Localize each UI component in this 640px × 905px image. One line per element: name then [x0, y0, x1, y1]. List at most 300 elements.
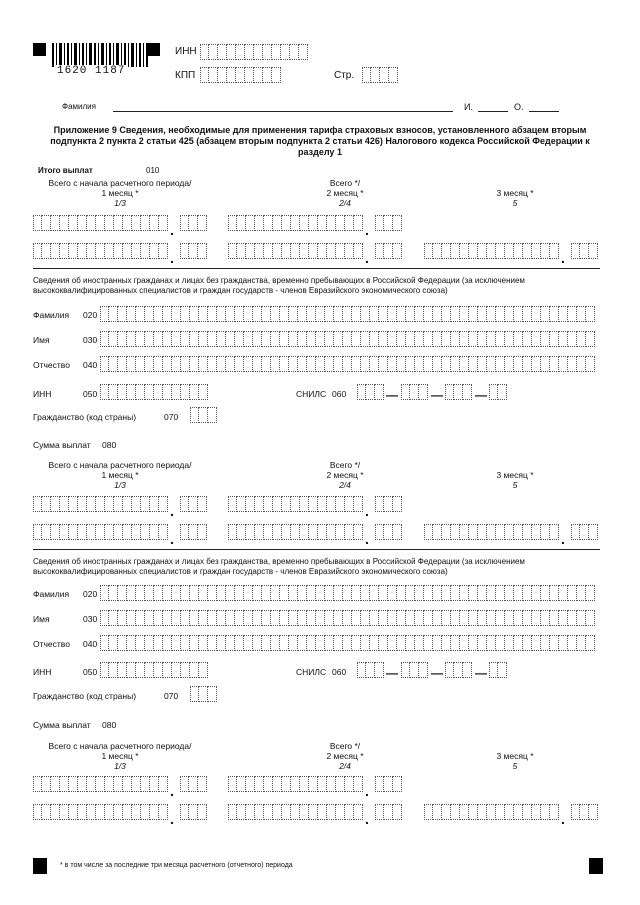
- char-cell[interactable]: [154, 635, 163, 651]
- char-cell[interactable]: [505, 306, 514, 322]
- char-cell[interactable]: [505, 524, 514, 540]
- char-cell[interactable]: [514, 635, 523, 651]
- char-cell[interactable]: [586, 585, 595, 601]
- char-cell[interactable]: [327, 804, 336, 820]
- char-cell[interactable]: [334, 356, 343, 372]
- char-cell[interactable]: [190, 585, 199, 601]
- char-cell[interactable]: [150, 243, 159, 259]
- block1-amount-5[interactable]: [424, 524, 559, 540]
- block2-snils-part3[interactable]: [445, 662, 472, 678]
- char-cell[interactable]: [244, 331, 253, 347]
- char-cell[interactable]: [123, 215, 132, 231]
- char-cell[interactable]: [217, 585, 226, 601]
- char-cell[interactable]: [460, 804, 469, 820]
- char-cell[interactable]: [514, 243, 523, 259]
- char-cell[interactable]: [451, 804, 460, 820]
- char-cell[interactable]: [262, 356, 271, 372]
- char-cell[interactable]: [42, 524, 51, 540]
- char-cell[interactable]: [361, 610, 370, 626]
- char-cell[interactable]: [127, 306, 136, 322]
- block2-snils-part2[interactable]: [401, 662, 428, 678]
- char-cell[interactable]: [181, 610, 190, 626]
- char-cell[interactable]: [300, 243, 309, 259]
- char-cell[interactable]: [393, 776, 402, 792]
- char-cell[interactable]: [105, 804, 114, 820]
- char-cell[interactable]: [87, 243, 96, 259]
- char-cell[interactable]: [388, 331, 397, 347]
- char-cell[interactable]: [541, 635, 550, 651]
- char-cell[interactable]: [454, 662, 463, 678]
- char-cell[interactable]: [273, 215, 282, 231]
- char-cell[interactable]: [246, 215, 255, 231]
- char-cell[interactable]: [397, 610, 406, 626]
- block1-kopecks-2[interactable]: [375, 496, 402, 512]
- char-cell[interactable]: [282, 215, 291, 231]
- char-cell[interactable]: [498, 662, 507, 678]
- char-cell[interactable]: [523, 585, 532, 601]
- char-cell[interactable]: [357, 662, 366, 678]
- char-cell[interactable]: [559, 585, 568, 601]
- char-cell[interactable]: [433, 331, 442, 347]
- char-cell[interactable]: [237, 496, 246, 512]
- char-cell[interactable]: [496, 635, 505, 651]
- char-cell[interactable]: [451, 610, 460, 626]
- char-cell[interactable]: [141, 496, 150, 512]
- block2-amount-3[interactable]: [33, 804, 168, 820]
- char-cell[interactable]: [375, 662, 384, 678]
- char-cell[interactable]: [487, 585, 496, 601]
- char-cell[interactable]: [109, 585, 118, 601]
- char-cell[interactable]: [105, 524, 114, 540]
- char-cell[interactable]: [60, 243, 69, 259]
- char-cell[interactable]: [496, 804, 505, 820]
- char-cell[interactable]: [325, 635, 334, 651]
- char-cell[interactable]: [316, 585, 325, 601]
- char-cell[interactable]: [496, 585, 505, 601]
- char-cell[interactable]: [469, 635, 478, 651]
- char-cell[interactable]: [109, 610, 118, 626]
- char-cell[interactable]: [51, 804, 60, 820]
- char-cell[interactable]: [523, 306, 532, 322]
- char-cell[interactable]: [451, 243, 460, 259]
- char-cell[interactable]: [345, 804, 354, 820]
- char-cell[interactable]: [361, 331, 370, 347]
- char-cell[interactable]: [505, 243, 514, 259]
- char-cell[interactable]: [406, 635, 415, 651]
- char-cell[interactable]: [334, 635, 343, 651]
- block2-patronymic-field[interactable]: [100, 635, 595, 651]
- char-cell[interactable]: [199, 356, 208, 372]
- char-cell[interactable]: [577, 331, 586, 347]
- char-cell[interactable]: [442, 331, 451, 347]
- char-cell[interactable]: [100, 356, 109, 372]
- char-cell[interactable]: [289, 635, 298, 651]
- char-cell[interactable]: [433, 610, 442, 626]
- char-cell[interactable]: [60, 524, 69, 540]
- char-cell[interactable]: [550, 635, 559, 651]
- char-cell[interactable]: [132, 776, 141, 792]
- block1-citizenship-field[interactable]: [190, 407, 217, 423]
- totals-amount-4[interactable]: [228, 243, 363, 259]
- char-cell[interactable]: [589, 804, 598, 820]
- char-cell[interactable]: [123, 776, 132, 792]
- char-cell[interactable]: [318, 243, 327, 259]
- char-cell[interactable]: [217, 306, 226, 322]
- char-cell[interactable]: [262, 635, 271, 651]
- char-cell[interactable]: [433, 635, 442, 651]
- char-cell[interactable]: [145, 306, 154, 322]
- char-cell[interactable]: [463, 662, 472, 678]
- char-cell[interactable]: [316, 610, 325, 626]
- char-cell[interactable]: [245, 67, 254, 83]
- totals-amount-2[interactable]: [228, 215, 363, 231]
- char-cell[interactable]: [352, 635, 361, 651]
- char-cell[interactable]: [478, 331, 487, 347]
- char-cell[interactable]: [298, 635, 307, 651]
- char-cell[interactable]: [264, 243, 273, 259]
- totals-kopecks-3[interactable]: [180, 243, 207, 259]
- char-cell[interactable]: [375, 384, 384, 400]
- char-cell[interactable]: [469, 306, 478, 322]
- char-cell[interactable]: [354, 804, 363, 820]
- char-cell[interactable]: [145, 610, 154, 626]
- char-cell[interactable]: [361, 306, 370, 322]
- char-cell[interactable]: [181, 585, 190, 601]
- char-cell[interactable]: [415, 356, 424, 372]
- char-cell[interactable]: [271, 610, 280, 626]
- char-cell[interactable]: [336, 776, 345, 792]
- char-cell[interactable]: [245, 44, 254, 60]
- char-cell[interactable]: [577, 635, 586, 651]
- char-cell[interactable]: [559, 331, 568, 347]
- char-cell[interactable]: [433, 356, 442, 372]
- char-cell[interactable]: [172, 635, 181, 651]
- char-cell[interactable]: [208, 635, 217, 651]
- block2-amount-5[interactable]: [424, 804, 559, 820]
- char-cell[interactable]: [189, 215, 198, 231]
- char-cell[interactable]: [280, 356, 289, 372]
- char-cell[interactable]: [352, 331, 361, 347]
- char-cell[interactable]: [433, 306, 442, 322]
- char-cell[interactable]: [244, 356, 253, 372]
- char-cell[interactable]: [505, 331, 514, 347]
- char-cell[interactable]: [141, 524, 150, 540]
- char-cell[interactable]: [354, 524, 363, 540]
- char-cell[interactable]: [118, 635, 127, 651]
- char-cell[interactable]: [300, 804, 309, 820]
- char-cell[interactable]: [327, 524, 336, 540]
- char-cell[interactable]: [145, 384, 154, 400]
- char-cell[interactable]: [380, 67, 389, 83]
- block1-kopecks-1[interactable]: [180, 496, 207, 512]
- char-cell[interactable]: [190, 686, 199, 702]
- char-cell[interactable]: [172, 331, 181, 347]
- char-cell[interactable]: [496, 356, 505, 372]
- char-cell[interactable]: [541, 804, 550, 820]
- char-cell[interactable]: [318, 776, 327, 792]
- char-cell[interactable]: [357, 384, 366, 400]
- char-cell[interactable]: [118, 384, 127, 400]
- char-cell[interactable]: [442, 524, 451, 540]
- char-cell[interactable]: [218, 67, 227, 83]
- char-cell[interactable]: [263, 44, 272, 60]
- char-cell[interactable]: [568, 306, 577, 322]
- char-cell[interactable]: [69, 776, 78, 792]
- char-cell[interactable]: [198, 776, 207, 792]
- char-cell[interactable]: [163, 662, 172, 678]
- block2-kopecks-4[interactable]: [375, 804, 402, 820]
- char-cell[interactable]: [469, 804, 478, 820]
- char-cell[interactable]: [244, 306, 253, 322]
- char-cell[interactable]: [334, 306, 343, 322]
- char-cell[interactable]: [226, 356, 235, 372]
- char-cell[interactable]: [393, 496, 402, 512]
- char-cell[interactable]: [489, 384, 498, 400]
- char-cell[interactable]: [200, 44, 209, 60]
- char-cell[interactable]: [291, 496, 300, 512]
- char-cell[interactable]: [523, 635, 532, 651]
- char-cell[interactable]: [51, 496, 60, 512]
- char-cell[interactable]: [577, 306, 586, 322]
- char-cell[interactable]: [541, 243, 550, 259]
- char-cell[interactable]: [309, 776, 318, 792]
- char-cell[interactable]: [271, 331, 280, 347]
- char-cell[interactable]: [181, 384, 190, 400]
- char-cell[interactable]: [42, 215, 51, 231]
- char-cell[interactable]: [159, 804, 168, 820]
- char-cell[interactable]: [289, 585, 298, 601]
- char-cell[interactable]: [415, 331, 424, 347]
- char-cell[interactable]: [209, 44, 218, 60]
- char-cell[interactable]: [460, 585, 469, 601]
- char-cell[interactable]: [415, 635, 424, 651]
- char-cell[interactable]: [127, 356, 136, 372]
- char-cell[interactable]: [190, 635, 199, 651]
- char-cell[interactable]: [136, 635, 145, 651]
- char-cell[interactable]: [589, 524, 598, 540]
- char-cell[interactable]: [442, 356, 451, 372]
- char-cell[interactable]: [127, 635, 136, 651]
- char-cell[interactable]: [78, 776, 87, 792]
- char-cell[interactable]: [96, 776, 105, 792]
- char-cell[interactable]: [550, 243, 559, 259]
- char-cell[interactable]: [253, 306, 262, 322]
- char-cell[interactable]: [410, 384, 419, 400]
- char-cell[interactable]: [228, 776, 237, 792]
- char-cell[interactable]: [406, 356, 415, 372]
- char-cell[interactable]: [246, 243, 255, 259]
- char-cell[interactable]: [273, 804, 282, 820]
- char-cell[interactable]: [51, 524, 60, 540]
- char-cell[interactable]: [136, 306, 145, 322]
- char-cell[interactable]: [307, 356, 316, 372]
- char-cell[interactable]: [105, 243, 114, 259]
- char-cell[interactable]: [327, 243, 336, 259]
- char-cell[interactable]: [343, 356, 352, 372]
- char-cell[interactable]: [280, 610, 289, 626]
- char-cell[interactable]: [172, 356, 181, 372]
- char-cell[interactable]: [200, 67, 209, 83]
- char-cell[interactable]: [362, 67, 371, 83]
- char-cell[interactable]: [105, 215, 114, 231]
- char-cell[interactable]: [217, 610, 226, 626]
- char-cell[interactable]: [253, 331, 262, 347]
- char-cell[interactable]: [487, 610, 496, 626]
- char-cell[interactable]: [145, 662, 154, 678]
- char-cell[interactable]: [523, 524, 532, 540]
- char-cell[interactable]: [300, 496, 309, 512]
- char-cell[interactable]: [227, 44, 236, 60]
- block2-kopecks-5[interactable]: [571, 804, 598, 820]
- block2-surname-field[interactable]: [100, 585, 595, 601]
- totals-amount-1[interactable]: [33, 215, 168, 231]
- char-cell[interactable]: [541, 610, 550, 626]
- char-cell[interactable]: [307, 610, 316, 626]
- char-cell[interactable]: [78, 804, 87, 820]
- char-cell[interactable]: [199, 407, 208, 423]
- char-cell[interactable]: [264, 496, 273, 512]
- char-cell[interactable]: [336, 524, 345, 540]
- char-cell[interactable]: [568, 585, 577, 601]
- char-cell[interactable]: [289, 306, 298, 322]
- char-cell[interactable]: [384, 776, 393, 792]
- block2-kopecks-1[interactable]: [180, 776, 207, 792]
- char-cell[interactable]: [514, 585, 523, 601]
- char-cell[interactable]: [154, 331, 163, 347]
- char-cell[interactable]: [334, 610, 343, 626]
- char-cell[interactable]: [366, 384, 375, 400]
- block2-kopecks-3[interactable]: [180, 804, 207, 820]
- char-cell[interactable]: [514, 804, 523, 820]
- char-cell[interactable]: [505, 635, 514, 651]
- char-cell[interactable]: [78, 215, 87, 231]
- char-cell[interactable]: [370, 585, 379, 601]
- char-cell[interactable]: [33, 804, 42, 820]
- char-cell[interactable]: [271, 635, 280, 651]
- char-cell[interactable]: [282, 776, 291, 792]
- char-cell[interactable]: [181, 356, 190, 372]
- char-cell[interactable]: [375, 243, 384, 259]
- char-cell[interactable]: [118, 662, 127, 678]
- char-cell[interactable]: [154, 662, 163, 678]
- char-cell[interactable]: [228, 524, 237, 540]
- char-cell[interactable]: [375, 496, 384, 512]
- char-cell[interactable]: [226, 306, 235, 322]
- char-cell[interactable]: [343, 610, 352, 626]
- char-cell[interactable]: [299, 44, 308, 60]
- char-cell[interactable]: [433, 524, 442, 540]
- char-cell[interactable]: [487, 331, 496, 347]
- char-cell[interactable]: [51, 243, 60, 259]
- char-cell[interactable]: [114, 804, 123, 820]
- char-cell[interactable]: [118, 585, 127, 601]
- char-cell[interactable]: [487, 524, 496, 540]
- char-cell[interactable]: [550, 585, 559, 601]
- char-cell[interactable]: [136, 662, 145, 678]
- char-cell[interactable]: [280, 635, 289, 651]
- char-cell[interactable]: [180, 804, 189, 820]
- char-cell[interactable]: [163, 331, 172, 347]
- block1-inn-field[interactable]: [100, 384, 208, 400]
- char-cell[interactable]: [190, 356, 199, 372]
- char-cell[interactable]: [127, 610, 136, 626]
- char-cell[interactable]: [375, 215, 384, 231]
- char-cell[interactable]: [255, 804, 264, 820]
- char-cell[interactable]: [541, 356, 550, 372]
- block1-snils-part2[interactable]: [401, 384, 428, 400]
- char-cell[interactable]: [445, 384, 454, 400]
- char-cell[interactable]: [87, 524, 96, 540]
- char-cell[interactable]: [505, 804, 514, 820]
- char-cell[interactable]: [150, 524, 159, 540]
- char-cell[interactable]: [208, 610, 217, 626]
- char-cell[interactable]: [172, 610, 181, 626]
- char-cell[interactable]: [379, 610, 388, 626]
- char-cell[interactable]: [154, 384, 163, 400]
- char-cell[interactable]: [226, 635, 235, 651]
- char-cell[interactable]: [96, 804, 105, 820]
- totals-kopecks-5[interactable]: [571, 243, 598, 259]
- char-cell[interactable]: [264, 804, 273, 820]
- totals-amount-5[interactable]: [424, 243, 559, 259]
- char-cell[interactable]: [291, 243, 300, 259]
- char-cell[interactable]: [336, 243, 345, 259]
- char-cell[interactable]: [150, 215, 159, 231]
- char-cell[interactable]: [235, 356, 244, 372]
- block1-amount-2[interactable]: [228, 496, 363, 512]
- char-cell[interactable]: [478, 356, 487, 372]
- char-cell[interactable]: [445, 662, 454, 678]
- char-cell[interactable]: [388, 356, 397, 372]
- char-cell[interactable]: [246, 776, 255, 792]
- initial-i-line[interactable]: [478, 111, 508, 112]
- char-cell[interactable]: [345, 496, 354, 512]
- char-cell[interactable]: [33, 215, 42, 231]
- char-cell[interactable]: [424, 804, 433, 820]
- char-cell[interactable]: [271, 306, 280, 322]
- block1-amount-4[interactable]: [228, 524, 363, 540]
- char-cell[interactable]: [424, 610, 433, 626]
- totals-kopecks-2[interactable]: [375, 215, 402, 231]
- char-cell[interactable]: [163, 610, 172, 626]
- char-cell[interactable]: [388, 585, 397, 601]
- char-cell[interactable]: [298, 585, 307, 601]
- char-cell[interactable]: [469, 356, 478, 372]
- char-cell[interactable]: [123, 804, 132, 820]
- char-cell[interactable]: [478, 524, 487, 540]
- char-cell[interactable]: [532, 331, 541, 347]
- char-cell[interactable]: [100, 384, 109, 400]
- char-cell[interactable]: [199, 585, 208, 601]
- char-cell[interactable]: [366, 662, 375, 678]
- char-cell[interactable]: [136, 610, 145, 626]
- char-cell[interactable]: [228, 243, 237, 259]
- char-cell[interactable]: [159, 496, 168, 512]
- char-cell[interactable]: [51, 776, 60, 792]
- char-cell[interactable]: [388, 635, 397, 651]
- char-cell[interactable]: [136, 331, 145, 347]
- char-cell[interactable]: [514, 306, 523, 322]
- char-cell[interactable]: [262, 331, 271, 347]
- char-cell[interactable]: [60, 804, 69, 820]
- char-cell[interactable]: [199, 610, 208, 626]
- char-cell[interactable]: [217, 635, 226, 651]
- char-cell[interactable]: [150, 496, 159, 512]
- char-cell[interactable]: [318, 804, 327, 820]
- char-cell[interactable]: [424, 331, 433, 347]
- char-cell[interactable]: [100, 306, 109, 322]
- char-cell[interactable]: [343, 331, 352, 347]
